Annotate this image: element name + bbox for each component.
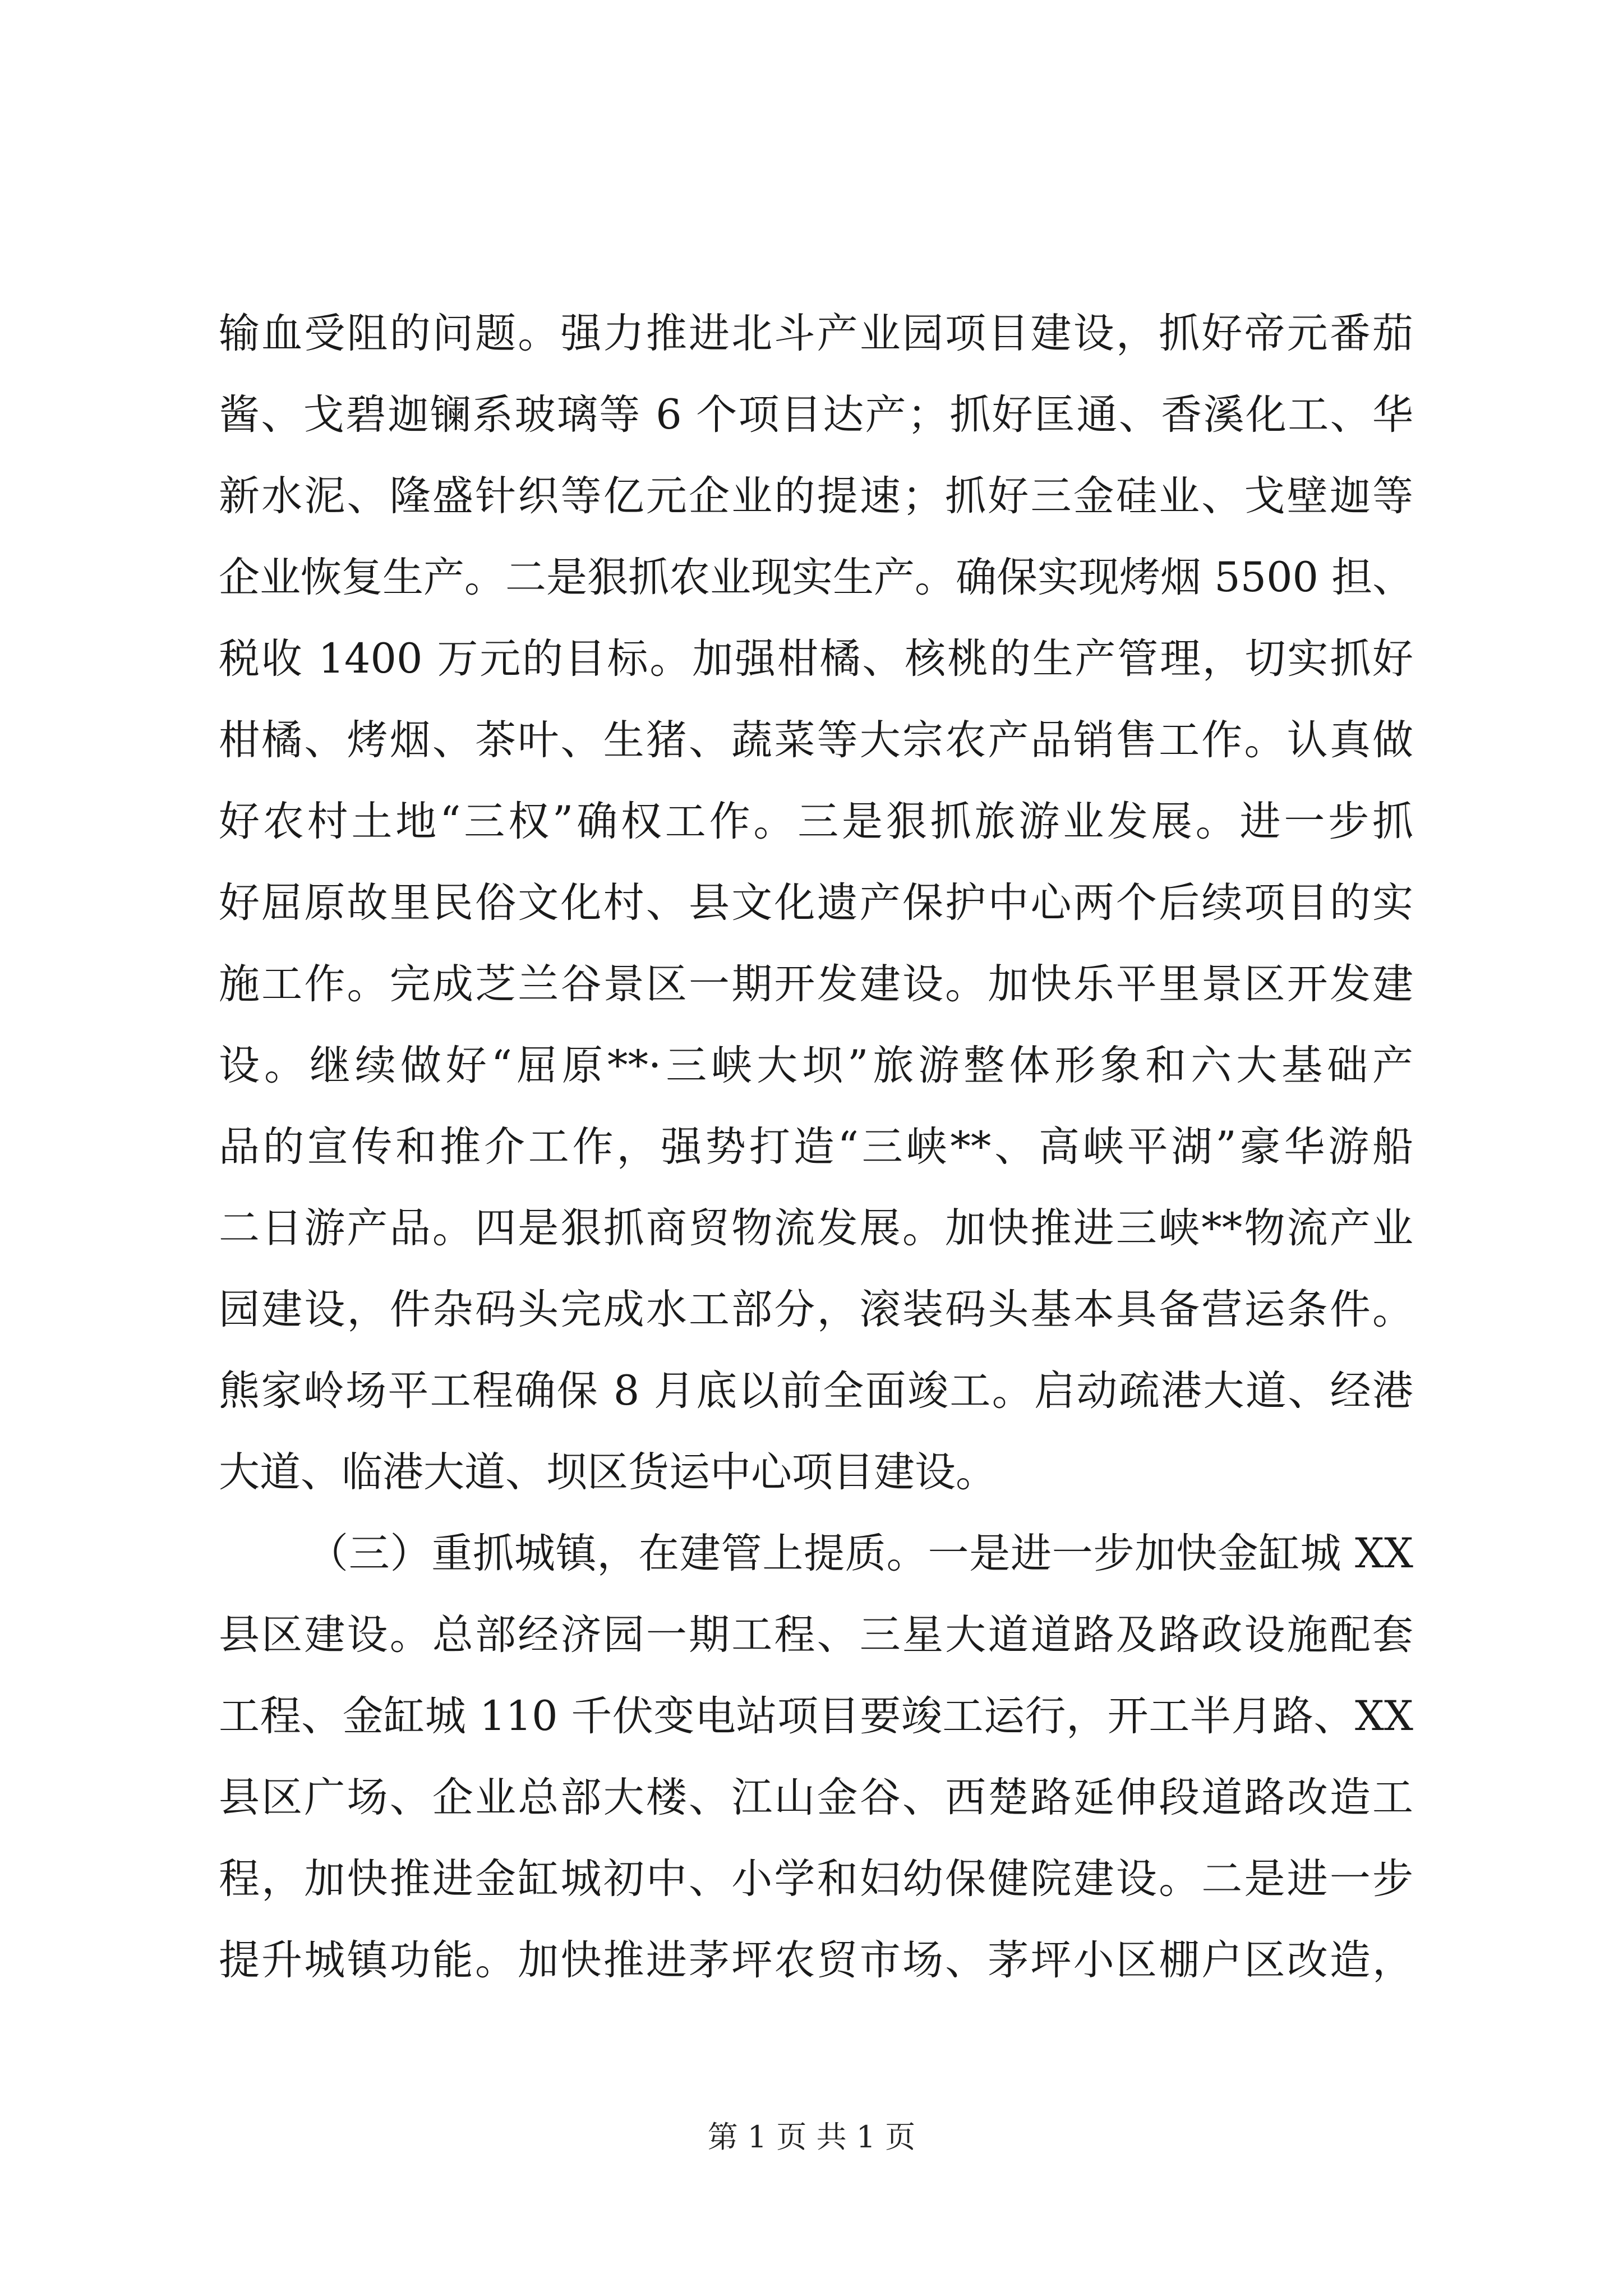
paragraph-line: 酱、戈碧迦镧系玻璃等 6 个项目达产；抓好匡通、香溪化工、华 <box>219 391 1413 439</box>
paragraph-line: 熊家岭场平工程确保 8 月底以前全面竣工。启动疏港大道、经港 <box>219 1367 1413 1415</box>
section-heading-line: （三）重抓城镇，在建管上提质。一是进一步加快金缸城 XX <box>307 1530 1413 1577</box>
paragraph-line: 二日游产品。四是狠抓商贸物流发展。加快推进三峡**物流产业 <box>219 1204 1413 1252</box>
paragraph-line: 设。继续做好“屈原**·三峡大坝”旅游整体形象和六大基础产 <box>219 1042 1413 1089</box>
paragraph-line: 施工作。完成芝兰谷景区一期开发建设。加快乐平里景区开发建 <box>219 960 1413 1008</box>
paragraph-line: 工程、金缸城 110 千伏变电站项目要竣工运行，开工半月路、XX <box>219 1692 1413 1740</box>
paragraph-line: 好屈原故里民俗文化村、县文化遗产保护中心两个后续项目的实 <box>219 879 1413 927</box>
paragraph-line: 柑橘、烤烟、茶叶、生猪、蔬菜等大宗农产品销售工作。认真做 <box>219 716 1413 764</box>
paragraph-line: 税收 1400 万元的目标。加强柑橘、核桃的生产管理，切实抓好 <box>219 635 1413 683</box>
page-number: 第 1 页 共 1 页 <box>707 2119 916 2155</box>
paragraph-line: 县区建设。总部经济园一期工程、三星大道道路及路政设施配套 <box>219 1611 1413 1659</box>
paragraph-line: 输血受阻的问题。强力推进北斗产业园项目建设，抓好帝元番茄 <box>219 310 1413 357</box>
paragraph-line: 县区广场、企业总部大楼、江山金谷、西楚路延伸段道路改造工 <box>219 1774 1413 1821</box>
paragraph-line: 大道、临港大道、坝区货运中心项目建设。 <box>219 1448 997 1496</box>
paragraph-line: 园建设，件杂码头完成水工部分，滚装码头基本具备营运条件。 <box>219 1286 1413 1333</box>
paragraph-line: 企业恢复生产。二是狠抓农业现实生产。确保实现烤烟 5500 担、 <box>219 554 1414 601</box>
paragraph-line: 提升城镇功能。加快推进茅坪农贸市场、茅坪小区棚户区改造， <box>219 1936 1413 1984</box>
paragraph-line: 品的宣传和推介工作，强势打造“三峡**、高峡平湖”豪华游船 <box>219 1123 1413 1171</box>
paragraph-line: 程，加快推进金缸城初中、小学和妇幼保健院建设。二是进一步 <box>219 1855 1413 1903</box>
paragraph-line: 好农村土地“三权”确权工作。三是狠抓旅游业发展。进一步抓 <box>219 798 1413 845</box>
paragraph-line: 新水泥、隆盛针织等亿元企业的提速；抓好三金硅业、戈壁迦等 <box>219 472 1413 520</box>
